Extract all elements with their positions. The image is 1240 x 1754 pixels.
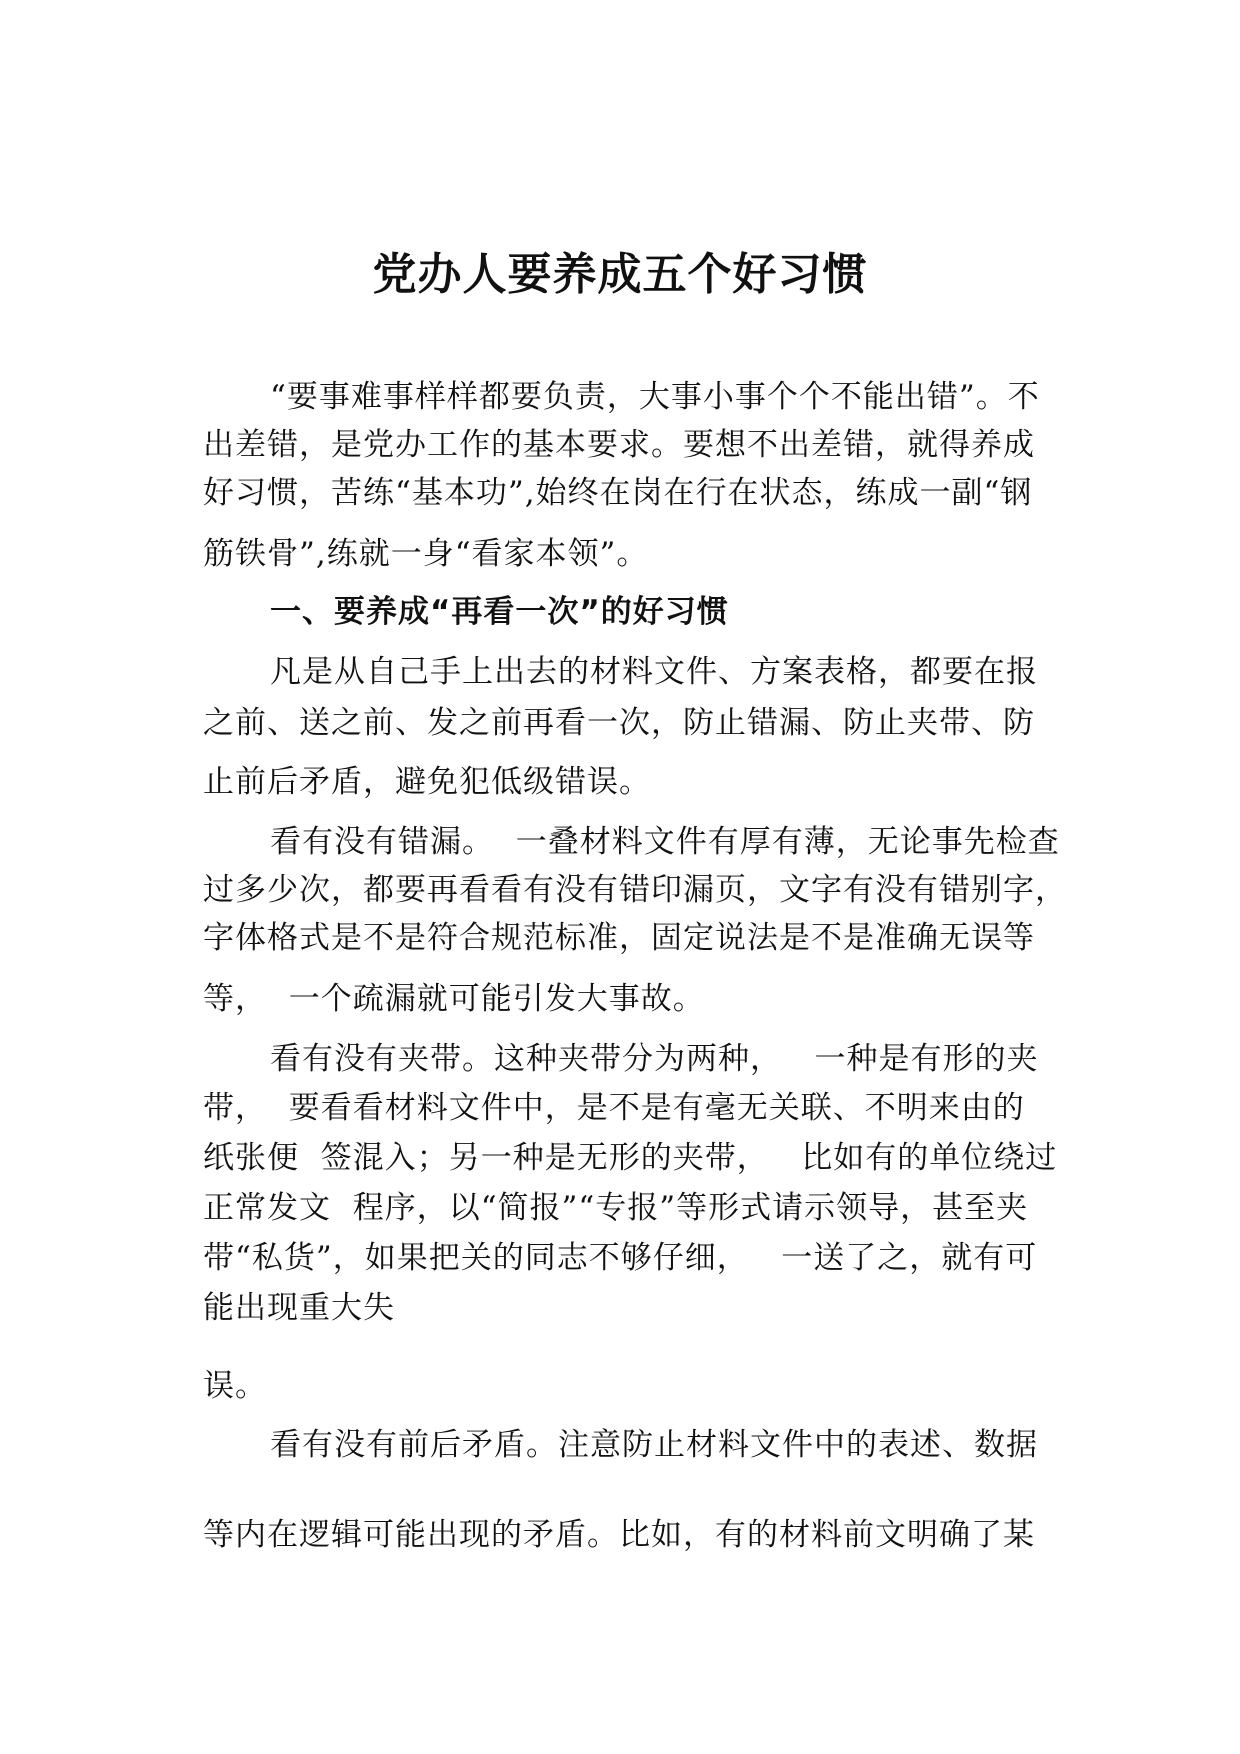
text-line: 看有没有夹带。这种夹带分为两种， 一种是有形的夹 (270, 1041, 1039, 1077)
text-line: 过多少次，都要再看看有没有错印漏页，文字有没有错别字， (203, 872, 1067, 908)
section-heading: 一、要养成“再看一次”的好习惯 (270, 594, 729, 630)
text-line: 等内在逻辑可能出现的矛盾。比如，有的材料前文明确了某 (203, 1517, 1035, 1553)
document-title: 党办人要养成五个好习惯 (372, 249, 868, 300)
text-line: 字体格式是不是符合规范标准，固定说法是不是准确无误等 (203, 920, 1035, 956)
text-line: 看有没有错漏。 一叠材料文件有厚有薄，无论事先检查 (270, 824, 1060, 860)
text-line: 出差错，是党办工作的基本要求。要想不出差错，就得养成 (203, 427, 1035, 463)
text-line: 止前后矛盾，避免犯低级错误。 (203, 764, 651, 800)
text-line: 之前、送之前、发之前再看一次，防止错漏、防止夹带、防 (203, 705, 1035, 741)
text-line: 正常发文 程序，以“简报”“专报”等形式请示领导，甚至夹 (203, 1190, 1029, 1226)
text-line: 等， 一个疏漏就可能引发大事故。 (203, 981, 705, 1017)
text-line: 纸张便 签混入；另一种是无形的夹带， 比如有的单位绕过 (203, 1140, 1058, 1176)
text-line: “要事难事样样都要负责，大事小事个个不能出错”。不 (270, 379, 1040, 415)
text-line: 带“私货”，如果把关的同志不够仔细， 一送了之，就有可 (203, 1240, 1038, 1276)
text-line: 看有没有前后矛盾。注意防止材料文件中的表述、数据 (270, 1427, 1038, 1463)
text-line: 能出现重大失 (203, 1290, 395, 1326)
text-line: 误。 (203, 1368, 267, 1404)
text-line: 好习惯，苦练“基本功”,始终在岗在行在状态，练成一副“钢 (203, 475, 1033, 511)
text-line: 带， 要看看材料文件中，是不是有毫无关联、不明来由的 (203, 1090, 1025, 1126)
text-line: 筋铁骨”,练就一身“看家本领”。 (203, 536, 649, 572)
text-line: 凡是从自己手上出去的材料文件、方案表格，都要在报 (270, 654, 1038, 690)
